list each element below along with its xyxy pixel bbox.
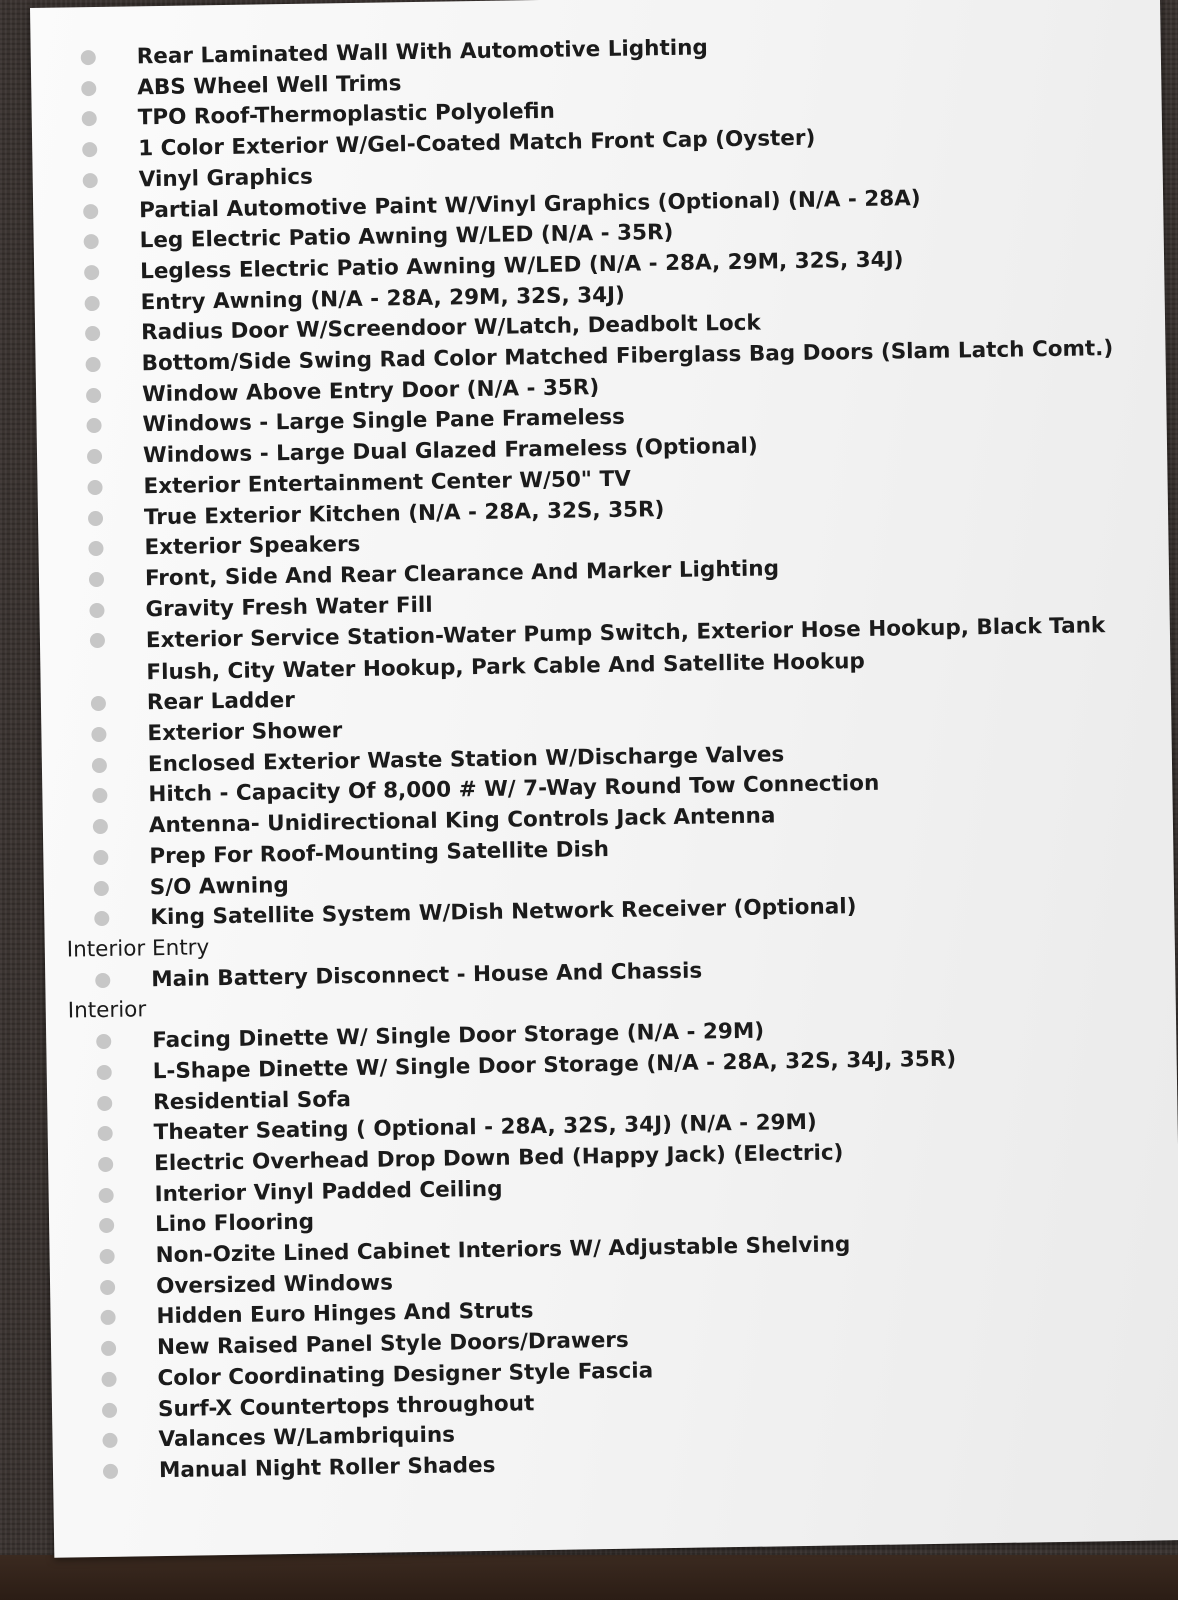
list-item-text: Surf-X Countertops throughout <box>157 1390 535 1422</box>
bullet-icon <box>93 850 108 865</box>
bullet-icon <box>102 1433 117 1448</box>
bullet-icon <box>101 1372 116 1387</box>
bullet-icon <box>82 111 97 126</box>
bullet-icon <box>99 1218 114 1233</box>
bullet-icon <box>100 1280 115 1295</box>
list-item-text: Rear Laminated Wall With Automotive Lighting <box>136 35 709 70</box>
list-item-text: Antenna- Unidirectional King Controls Jack Antenna <box>148 803 776 839</box>
bullet-icon <box>100 1249 115 1264</box>
list-item-text: L-Shape Dinette W/ Single Door Storage (N/A - 28A, 32S, 34J, 35R) <box>152 1046 957 1084</box>
bullet-icon <box>92 788 107 803</box>
bullet-icon <box>85 296 100 311</box>
bullet-icon <box>92 758 107 773</box>
list-item-text: Residential Sofa <box>153 1086 352 1115</box>
bullet-icon <box>100 1310 115 1325</box>
bullet-icon <box>85 326 100 341</box>
bullet-icon <box>85 357 100 372</box>
list-item-text: New Raised Panel Style Doors/Drawers <box>156 1327 629 1361</box>
bullet-icon <box>94 911 109 926</box>
bullet-icon <box>84 265 99 280</box>
bullet-icon <box>90 633 105 648</box>
list-item-text: Radius Door W/Screendoor W/Latch, Deadbolt Lock <box>140 310 761 346</box>
list-item-text: Theater Seating ( Optional - 28A, 32S, 34J) (N/A - 29M) <box>153 1109 817 1146</box>
list-item-text: Exterior Speakers <box>144 532 361 561</box>
list-item-text: Color Coordinating Designer Style Fascia <box>157 1358 654 1391</box>
feature-list <box>66 26 1174 1487</box>
bullet-icon <box>89 603 104 618</box>
bullet-icon <box>96 1034 111 1049</box>
list-item-text: Hidden Euro Hinges And Struts <box>156 1298 534 1330</box>
list-item-text: Front, Side And Rear Clearance And Marker Lighting <box>144 556 780 592</box>
bullet-icon <box>91 696 106 711</box>
list-item-text: Electric Overhead Drop Down Bed (Happy Jack) (Electric) <box>153 1140 844 1177</box>
bullet-icon <box>87 480 102 495</box>
bullet-icon <box>102 1402 117 1417</box>
bullet-icon <box>88 510 103 525</box>
list-item-text: Non-Ozite Lined Cabinet Interiors W/ Adjustable Shelving <box>155 1232 851 1269</box>
list-item-text: S/O Awning <box>149 872 289 900</box>
list-item-text: Vinyl Graphics <box>138 164 314 193</box>
bullet-icon <box>82 142 97 157</box>
bullet-icon <box>87 449 102 464</box>
bullet-icon <box>98 1157 113 1172</box>
list-item-text: Manual Night Roller Shades <box>158 1452 496 1484</box>
bullet-icon <box>98 1126 113 1141</box>
list-item-text: Enclosed Exterior Waste Station W/Discharge Valves <box>147 742 785 778</box>
list-item-text: Exterior Shower <box>147 718 343 747</box>
list-item-text: Oversized Windows <box>155 1270 394 1299</box>
list-item-text: Legless Electric Patio Awning W/LED (N/A - 28A, 29M, 32S, 34J) <box>139 247 904 285</box>
list-item-text: Exterior Entertainment Center W/50" TV <box>143 466 631 500</box>
list-item-text: Exterior Service Station-Water Pump Switch, Exterior Hose Hookup, Black Tank Flush, City Water Hookup, Park Cable And Satellite Hookup <box>145 613 1106 686</box>
list-item-text: King Satellite System W/Dish Network Receiver (Optional) <box>150 894 857 931</box>
bullet-icon <box>97 1095 112 1110</box>
table-surface <box>0 1555 1178 1600</box>
bullet-icon <box>89 572 104 587</box>
list-item-text: Entry Awning (N/A - 28A, 29M, 32S, 34J) <box>140 282 626 315</box>
list-item-text: Lino Flooring <box>154 1210 315 1238</box>
list-item-text: Hitch - Capacity Of 8,000 # W/ 7-Way Round Tow Connection <box>148 771 880 808</box>
bullet-icon <box>86 388 101 403</box>
list-item-text: ABS Wheel Well Trims <box>137 70 402 101</box>
list-item-text: Windows - Large Single Pane Frameless <box>142 405 626 438</box>
section-heading: Interior <box>67 997 147 1024</box>
list-item-text: 1 Color Exterior W/Gel-Coated Match Front Cap (Oyster) <box>138 125 816 162</box>
list-item-text: Bottom/Side Swing Rad Color Matched Fiberglass Bag Doors (Slam Latch Comt.) <box>141 336 1114 377</box>
bullet-icon <box>91 727 106 742</box>
document-page <box>30 0 1178 1558</box>
list-item-text: Facing Dinette W/ Single Door Storage (N/A - 29M) <box>152 1018 765 1054</box>
bullet-icon <box>81 81 96 96</box>
list-item-text: TPO Roof-Thermoplastic Polyolefin <box>137 99 556 131</box>
bullet-icon <box>83 203 98 218</box>
bullet-icon <box>84 234 99 249</box>
bullet-icon <box>99 1187 114 1202</box>
bullet-icon <box>81 50 96 65</box>
list-item-text: Partial Automotive Paint W/Vinyl Graphics (Optional) (N/A - 28A) <box>138 185 921 223</box>
list-item-text: Rear Ladder <box>146 688 296 716</box>
bullet-icon <box>95 973 110 988</box>
bullet-icon <box>94 880 109 895</box>
bullet-icon <box>103 1464 118 1479</box>
list-item-text: Prep For Roof-Mounting Satellite Dish <box>149 836 610 870</box>
section-heading: Interior Entry <box>66 935 210 963</box>
bullet-icon <box>101 1341 116 1356</box>
bullet-icon <box>97 1065 112 1080</box>
list-item-text: Main Battery Disconnect - House And Chassis <box>151 958 703 992</box>
list-item-text: True Exterior Kitchen (N/A - 28A, 32S, 35R) <box>143 496 665 530</box>
bullet-icon <box>83 173 98 188</box>
list-item-text: Valances W/Lambriquins <box>158 1422 456 1453</box>
list-item-text: Windows - Large Dual Glazed Frameless (Optional) <box>142 433 758 469</box>
list-item-text: Interior Vinyl Padded Ceiling <box>154 1176 503 1207</box>
bullet-icon <box>86 418 101 433</box>
list-item-text: Window Above Entry Door (N/A - 35R) <box>141 374 600 408</box>
list-item-text: Gravity Fresh Water Fill <box>145 592 433 622</box>
bullet-icon <box>88 541 103 556</box>
bullet-icon <box>93 819 108 834</box>
list-item-text: Leg Electric Patio Awning W/LED (N/A - 35R) <box>139 220 674 254</box>
